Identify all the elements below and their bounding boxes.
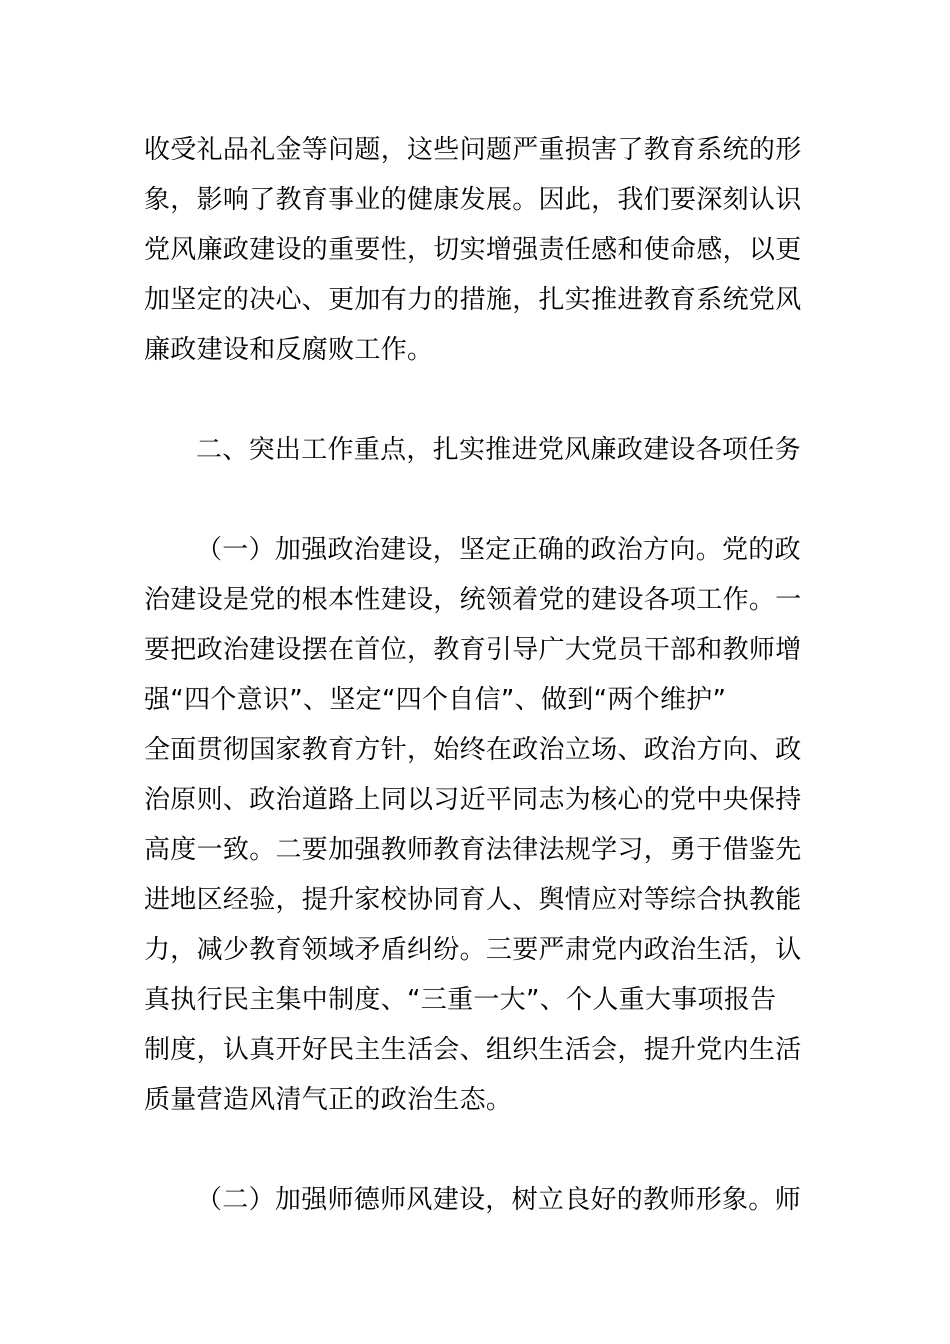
body-text-line: 高度一致。二要加强教师教育法律法规学习，勇于借鉴先	[144, 835, 802, 865]
body-text-line: 治原则、政治道路上同以习近平同志为核心的党中央保持	[144, 785, 802, 815]
paragraph-first-line: （一）加强政治建设，坚定正确的政治方向。党的政	[196, 535, 801, 565]
body-text-line: 廉政建设和反腐败工作。	[144, 335, 434, 365]
body-text-line: 加坚定的决心、更加有力的措施，扎实推进教育系统党风	[144, 285, 802, 315]
body-text-line: 进地区经验，提升家校协同育人、舆情应对等综合执教能	[144, 885, 802, 915]
body-text-line: 收受礼品礼金等问题，这些问题严重损害了教育系统的形	[144, 135, 802, 165]
paragraph-first-line: （二）加强师德师风建设，树立良好的教师形象。师	[196, 1185, 801, 1215]
body-text-line: 要把政治建设摆在首位，教育引导广大党员干部和教师增	[144, 635, 802, 665]
body-text-line: 治建设是党的根本性建设，统领着党的建设各项工作。一	[144, 585, 802, 615]
section-heading: 二、突出工作重点，扎实推进党风廉政建设各项任务	[196, 435, 801, 465]
body-text-line: 力，减少教育领域矛盾纠纷。三要严肃党内政治生活，认	[144, 935, 802, 965]
body-text-line: 党风廉政建设的重要性，切实增强责任感和使命感，以更	[144, 235, 802, 265]
body-text-line: 象，影响了教育事业的健康发展。因此，我们要深刻认识	[144, 185, 802, 215]
body-text-line: 全面贯彻国家教育方针，始终在政治立场、政治方向、政	[144, 735, 802, 765]
body-text-line: 真执行民主集中制度、“三重一大”、个人重大事项报告	[144, 985, 777, 1015]
body-text-line: 强“四个意识”、坚定“四个自信”、做到“两个维护”	[144, 685, 727, 715]
body-text-line: 质量营造风清气正的政治生态。	[144, 1085, 513, 1115]
body-text-line: 制度，认真开好民主生活会、组织生活会，提升党内生活	[144, 1035, 802, 1065]
